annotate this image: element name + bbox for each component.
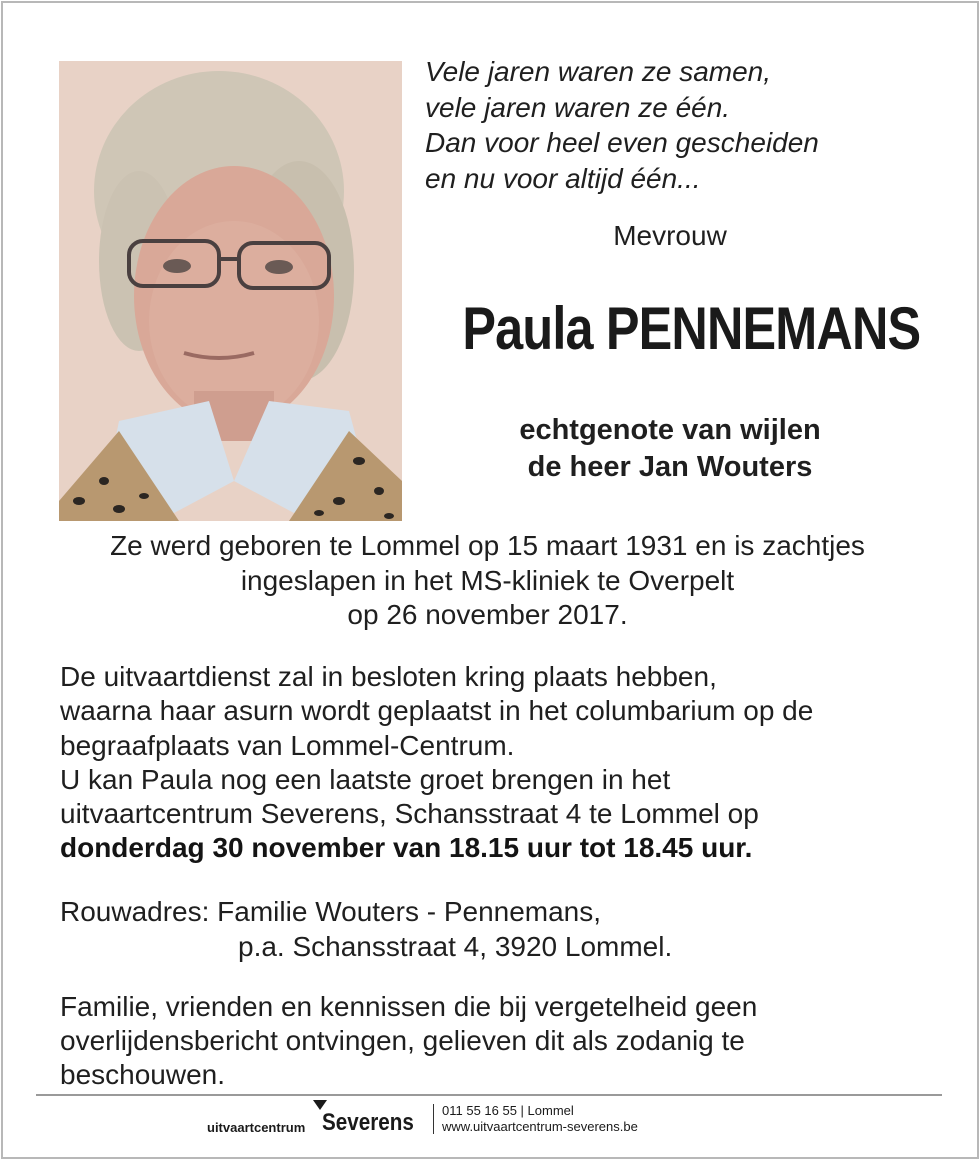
address-line: p.a. Schansstraat 4, 3920 Lommel. <box>238 930 673 962</box>
notice-line: overlijdensbericht ontvingen, gelieven dit als zodanig te <box>60 1025 745 1056</box>
deceased-name: Paula PENNEMANS <box>462 295 921 362</box>
birth-line: op 26 november 2017. <box>347 599 628 630</box>
birth-line: ingeslapen in het MS-kliniek te Overpelt <box>240 564 735 596</box>
poem-line: vele jaren waren ze één. <box>425 91 731 123</box>
address-line: Rouwadres: Familie Wouters - Pennemans, <box>60 896 602 927</box>
notice-line: Familie, vrienden en kennissen die bij vergetelheid geen <box>60 991 758 1022</box>
service-line: De uitvaartdienst zal in besloten kring plaats hebben, <box>60 661 717 692</box>
poem-line: en nu voor altijd één... <box>425 162 701 194</box>
service-line: uitvaartcentrum Severens, Schansstraat 4 te Lommel op <box>60 798 759 830</box>
funeral-service-info <box>60 660 813 866</box>
website-link[interactable]: www.uitvaartcentrum-severens.be <box>442 1119 638 1134</box>
contact-info <box>442 1103 638 1135</box>
footer-separator <box>433 1104 434 1134</box>
poem-line: Vele jaren waren ze samen, <box>425 56 772 87</box>
poem-line: Dan voor heel even gescheiden <box>425 127 819 158</box>
spouse-line: de heer Jan Wouters <box>527 451 813 483</box>
birth-line: Ze werd geboren te Lommel op 15 maart 1931 en is zachtjes <box>110 530 865 561</box>
brand-name: Severens <box>322 1109 414 1136</box>
spouse-info <box>425 412 915 486</box>
footer-divider <box>36 1094 942 1096</box>
notice-text <box>60 990 757 1092</box>
birth-death-info <box>40 529 935 633</box>
service-datetime: donderdag 30 november van 18.15 uur tot 18.45 uur. <box>60 832 753 864</box>
service-line: begraafplaats van Lommel-Centrum. <box>60 729 515 761</box>
footer <box>0 1098 980 1148</box>
service-line: waarna haar asurn wordt geplaatst in het columbarium op de <box>60 695 814 727</box>
service-line: U kan Paula nog een laatste groet brengen in het <box>60 763 671 795</box>
poem <box>425 54 819 196</box>
phone-location: 011 55 16 55 | Lommel <box>442 1103 574 1118</box>
salutation: Mevrouw <box>613 220 727 251</box>
mourning-address <box>60 895 672 964</box>
portrait-photo <box>59 61 402 521</box>
brand-prefix: uitvaartcentrum <box>207 1120 306 1135</box>
spouse-line: echtgenote van wijlen <box>519 414 821 446</box>
notice-line: beschouwen. <box>60 1059 226 1090</box>
